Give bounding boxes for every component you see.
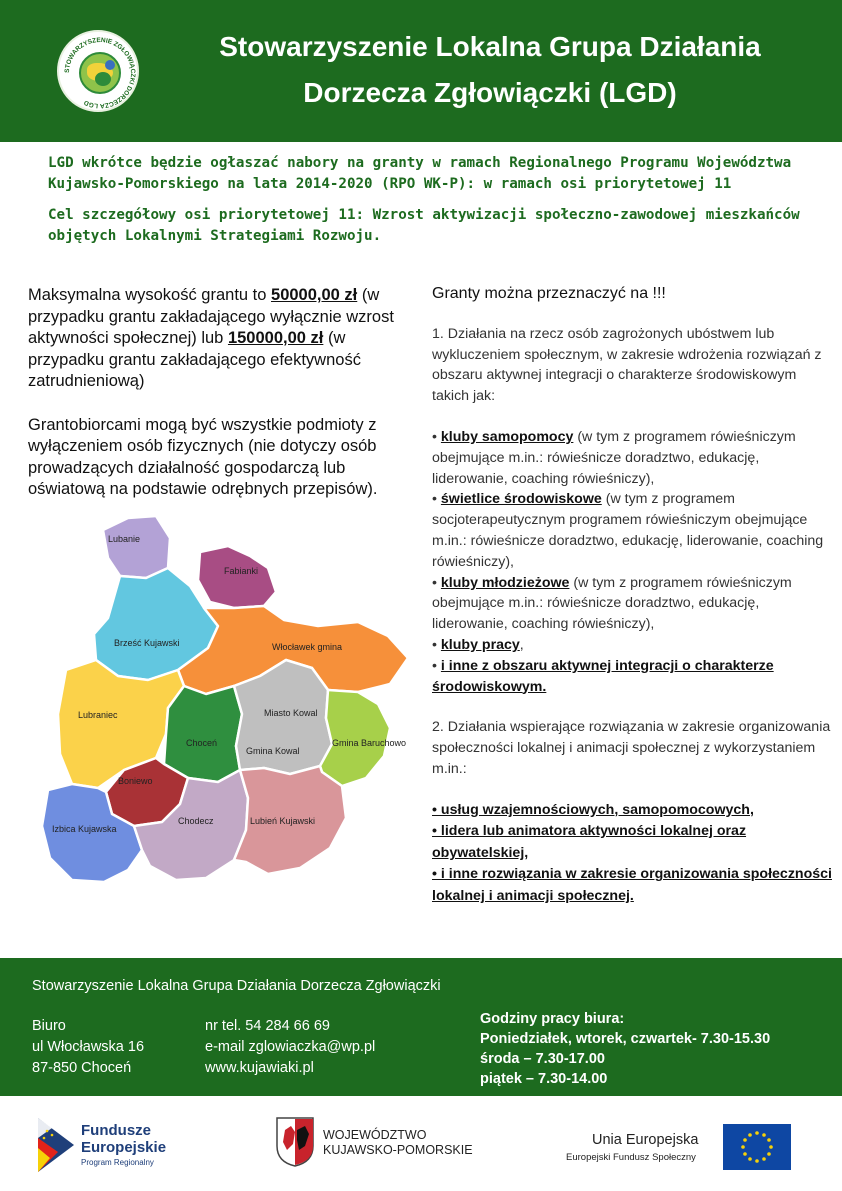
title-line-1: Stowarzyszenie Lokalna Grupa Działania [219, 31, 761, 62]
fundusze-europejskie-logo [38, 1118, 178, 1173]
city: 87-850 Choceń [32, 1060, 132, 1076]
left-column [28, 285, 398, 523]
region-chocen [164, 686, 242, 782]
list-item: • usług wzajemnościowych, samopomocowych, [432, 801, 754, 818]
grant-amount-text [28, 285, 398, 393]
section-2-intro: 2. Działania wspierające rozwiązania w zakresie organizowania społeczności lokalnej i animacji społecznej z wykorzystaniem m.in.: [432, 719, 831, 777]
right-column [432, 284, 832, 907]
website-link[interactable]: www.kujawiaki.pl [205, 1060, 314, 1076]
hours-mon-tue-thu: Poniedziałek, wtorek, czwartek- 7.30-15.30 [480, 1031, 771, 1047]
label-chocen: Choceń [186, 738, 218, 748]
kp-title: WOJEWÓDZTWO KUJAWSKO-POMORSKIE [323, 1128, 473, 1157]
logo-emblem [79, 52, 121, 94]
fe-flag-icon [38, 1118, 74, 1172]
street: ul Włocławska 16 [32, 1039, 145, 1055]
region-fabianki [198, 546, 276, 608]
list-item: • kluby młodzieżowe (w tym z programem rówieśniczym obejmujące m.in.: rówieśnicze doradztwo, edukację, liderowanie, coaching rówieśniczy), [432, 574, 792, 633]
ue-title: Unia Europejska [592, 1132, 699, 1148]
label-wloclawek: Włocławek gmina [272, 642, 343, 652]
kujawsko-pomorskie-logo [275, 1116, 485, 1171]
label-fabianki: Fabianki [224, 566, 259, 576]
list-item: • i inne z obszaru aktywnej integracji o charakterze środowiskowym. [432, 657, 774, 695]
amount-social: 50000,00 zł [271, 286, 358, 304]
hours-title: Godziny pracy biura: [480, 1011, 625, 1027]
max-mid: (w przypadku grantu zakładającego wyłącznie wzrost aktywności społecznej) lub [28, 286, 394, 347]
ue-subtitle: Europejski Fundusz Społeczny [566, 1152, 696, 1163]
office-hours [480, 1009, 770, 1089]
logo-ring-text: STOWARZYSZENIE ZGŁOWIĄCZKI DORZECZA LGD [63, 36, 137, 110]
office-label: Biuro [32, 1018, 66, 1034]
fe-subtitle: Program Regionalny [81, 1158, 154, 1167]
intro-section [48, 153, 808, 257]
section-1-list [432, 427, 832, 697]
section-2-list [432, 800, 832, 908]
max-suffix: (w przypadku grantu zakładającego efektywność zatrudnieniową) [28, 329, 361, 390]
label-miasto-kowal: Miasto Kowal [264, 708, 318, 718]
region-map [28, 508, 412, 900]
funding-logos [0, 1096, 842, 1191]
amount-employment: 150000,00 zł [227, 329, 324, 347]
lgd-logo [57, 30, 139, 112]
list-item: • lidera lub animatora aktywności lokalnej oraz obywatelskiej, [432, 823, 747, 861]
hours-wed: środa – 7.30-17.00 [480, 1051, 605, 1067]
footer-title: Stowarzyszenie Lokalna Grupa Działania Dorzecza Zgłowiączki [32, 978, 441, 994]
list-item: • świetlice środowiskowe (w tym z programem socjoterapeutycznym programem rówieśniczym obejmujące m.in.: rówieśnicze doradztwo, edukację, liderowanie, coaching rówieśniczy), [432, 491, 824, 570]
title-line-2: Dorzecza Zgłowiączki (LGD) [303, 77, 677, 108]
unia-europejska-logo [560, 1124, 800, 1174]
intro-paragraph-2: Cel szczegółowy osi priorytetowej 11: Wzrost aktywizacji społeczno-zawodowej mieszkańców objętych Lokalnymi Strategiami Rozwoju. [48, 207, 800, 244]
label-gmina-kowal: Gmina Kowal [246, 746, 300, 756]
label-lubien: Lubień Kujawski [250, 816, 316, 826]
contact-footer [0, 958, 842, 1096]
list-item: • kluby samopomocy (w tym z programem rówieśniczym obejmujące m.in.: rówieśnicze doradztwo, edukację, liderowanie, coaching rówieśniczy), [432, 428, 796, 487]
address-block [32, 1016, 144, 1079]
label-boniewo: Boniewo [118, 776, 153, 786]
page-title [160, 24, 820, 116]
list-item: • kluby pracy, [432, 636, 524, 653]
label-chodecz: Chodecz [178, 816, 214, 826]
label-lubraniec: Lubraniec [78, 710, 118, 720]
phone: nr tel. 54 284 66 69 [205, 1018, 330, 1034]
label-izbica: Izbica Kujawska [52, 824, 117, 834]
contact-block [205, 1016, 375, 1079]
max-prefix: Maksymalna wysokość grantu to [28, 286, 272, 304]
label-lubanie: Lubanie [108, 534, 141, 544]
fe-title: Fundusze Europejskie [81, 1122, 167, 1156]
header-banner [0, 0, 842, 142]
list-item: • i inne rozwiązania w zakresie organizowania społeczności lokalnej i animacji społecznej. [432, 866, 832, 904]
region-lubanie [103, 516, 170, 578]
hours-fri: piątek – 7.30-14.00 [480, 1071, 608, 1087]
section-1-intro: 1. Działania na rzecz osób zagrożonych ubóstwem lub wykluczeniem społecznym, w zakresie wdrożenia rozwiązań z obszaru aktywnej integracji o charakterze środowiskowym takich jak: [432, 325, 822, 405]
label-brzesc: Brześć Kujawski [114, 638, 180, 648]
intro-paragraph-1: LGD wkrótce będzie ogłaszać nabory na granty w ramach Regionalnego Programu Województwa Kujawsko-Pomorskiego na lata 2014-2020 (RPO WK-P): w ramach osi priorytetowej 11 [48, 155, 792, 192]
purpose-heading: Granty można przeznaczyć na !!! [432, 285, 666, 302]
label-baruchowo: Gmina Baruchowo [332, 738, 407, 748]
email-link[interactable]: e-mail zglowiaczka@wp.pl [205, 1039, 376, 1055]
eu-flag-icon [723, 1124, 791, 1170]
grantees-text: Grantobiorcami mogą być wszystkie podmioty z wyłączeniem osób fizycznych (nie dotyczy osób prowadzących działalność gospodarczą lub oświatową na podstawie odrębnych przepisów). [28, 415, 378, 498]
coat-of-arms-icon [275, 1116, 315, 1168]
